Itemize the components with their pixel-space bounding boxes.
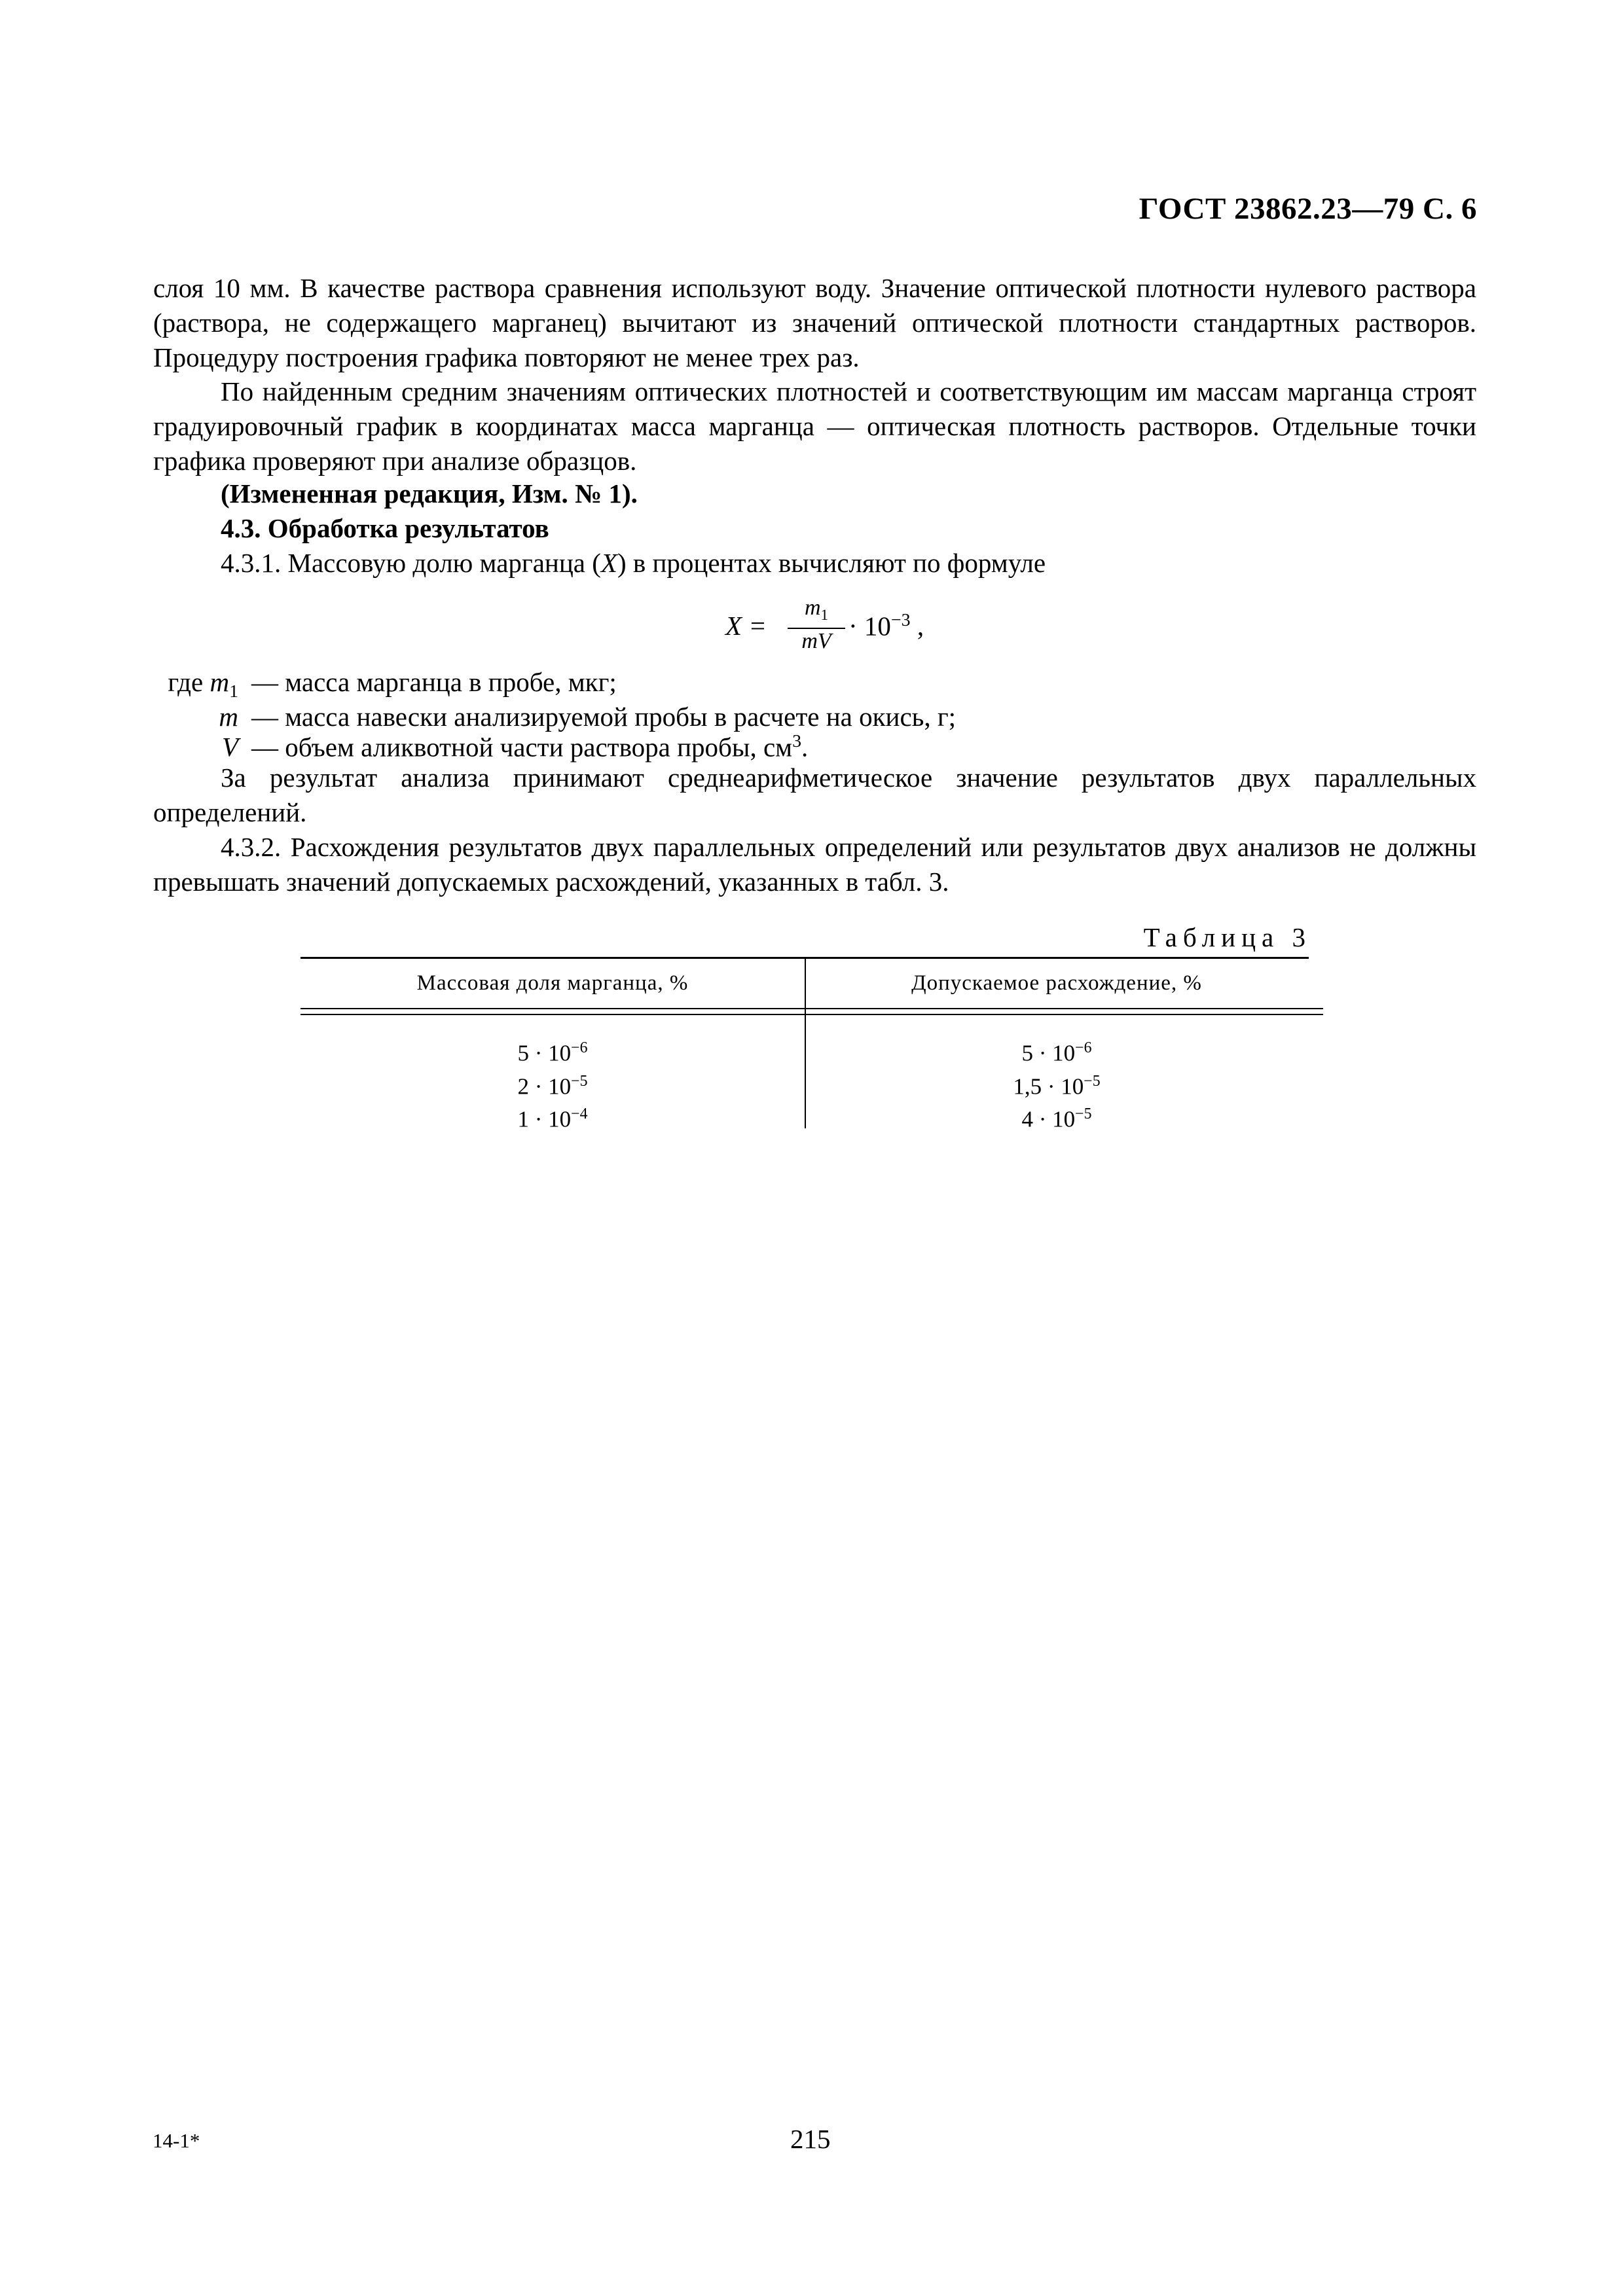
- formula-factor: · $10^{-3}$ ,: [848, 610, 924, 641]
- page-number: 215: [790, 2124, 831, 2154]
- table-header-tolerance: Допускаемое расхождение, %: [911, 971, 1202, 995]
- footer-signature-mark: 14-1*: [153, 2129, 200, 2152]
- document-header: ГОСТ 23862.23—79 С. 6: [1139, 192, 1477, 226]
- table-cell: $5 \cdot 10^{-6}$: [1021, 1039, 1092, 1066]
- table-column-mass-fraction: [301, 1034, 805, 1134]
- table-header-mass-fraction: Массовая доля марганца, %: [416, 971, 689, 995]
- table-cell: $1 \cdot 10^{-4}$: [517, 1105, 588, 1132]
- paragraph-calibration-graph: По найденным средним значениям оптических плотностей и соответствующим им массам марганца строят градуировочный график в координатах масса марганца — оптическая плотность растворов. Отдельные точки графика проверяют при анализе образцов.: [153, 376, 1476, 476]
- table-cell: $2 \cdot 10^{-5}$: [517, 1072, 588, 1100]
- table-cell: $4 \cdot 10^{-5}$: [1021, 1105, 1092, 1132]
- table-header-row: [301, 957, 1323, 1008]
- paragraph-result: За результат анализа принимают среднеарифметическое значение результатов двух параллельных определений.: [153, 762, 1476, 827]
- formula-lhs: X =: [725, 611, 767, 641]
- paragraph-continuation: слоя 10 мм. В качестве раствора сравнения используют воду. Значение оптической плотности нулевого раствора (раствора, не содержащего марганец) вычитают из значений оптической плотности стандартных растворов. Процедуру построения графика повторяют не менее трех раз.: [153, 273, 1476, 372]
- clause-4-3-2: 4.3.2. Расхождения результатов двух параллельных определений или результатов двух анализов не должны превышать значений допускаемых расхождений, указанных в табл. 3.: [153, 832, 1476, 897]
- definition-v: V — объем аликвотной части раствора пробы, $см^3$.: [221, 731, 809, 762]
- table-caption: Таблица 3: [1143, 922, 1311, 952]
- definition-m: m — масса навески анализируемой пробы в расчете на окись, г;: [219, 702, 957, 732]
- table-column-tolerance: [805, 1034, 1309, 1134]
- definition-m1: где $m_1$ — масса марганца в пробе, мкг;: [168, 667, 617, 702]
- amendment-note: (Измененная редакция, Изм. № 1).: [221, 478, 638, 509]
- formula-fraction: $m_1$ mV: [788, 596, 845, 654]
- table-cell: $1,5 \cdot 10^{-5}$: [1013, 1072, 1101, 1100]
- table-cell: $5 \cdot 10^{-6}$: [517, 1039, 588, 1066]
- section-title: 4.3. Обработка результатов: [221, 513, 549, 543]
- clause-4-3-1: 4.3.1. Массовую долю марганца (X) в процентах вычисляют по формуле: [221, 548, 1046, 578]
